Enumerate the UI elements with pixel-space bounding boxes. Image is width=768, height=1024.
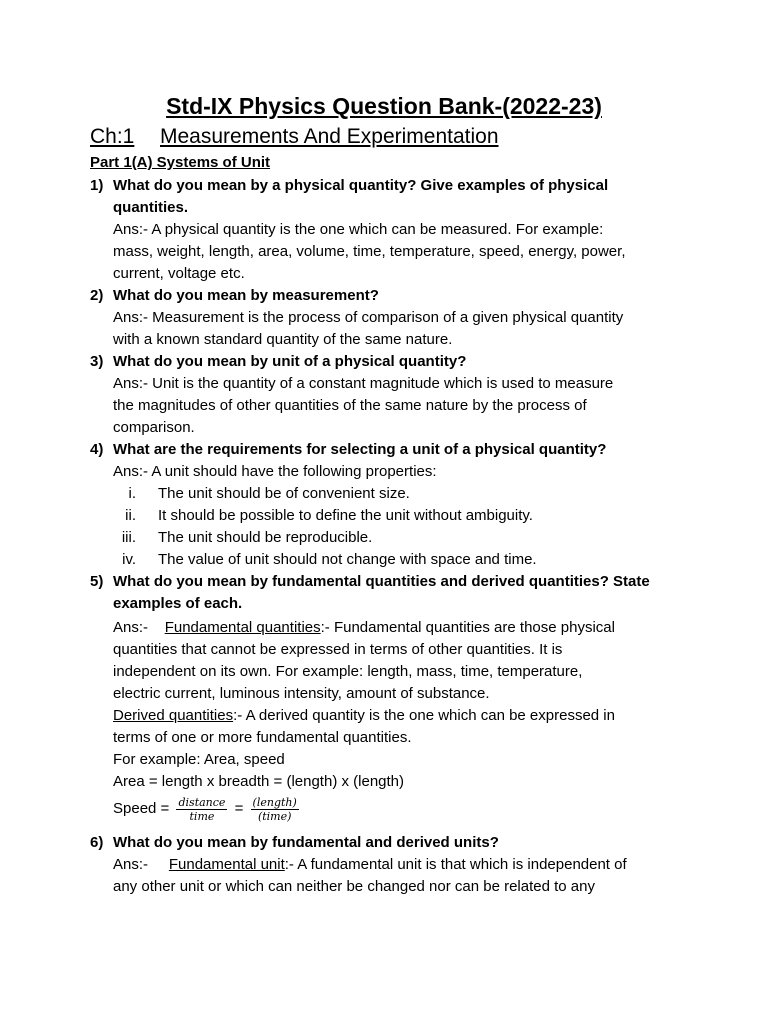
list-item-number: ii. (125, 507, 136, 524)
list-item: The value of unit should not change with space and time. (158, 551, 537, 568)
question-text: What do you mean by fundamental quantities and derived quantities? State (113, 573, 650, 590)
list-item: The unit should be of convenient size. (158, 485, 410, 502)
question-text: What do you mean by unit of a physical quantity? (113, 353, 467, 370)
page-title: Std-IX Physics Question Bank-(2022-23) (166, 93, 602, 119)
chapter-number: Ch:1 (90, 125, 135, 148)
list-item: It should be possible to define the unit without ambiguity. (158, 507, 533, 524)
question-number: 4) (90, 441, 104, 458)
question-text: What do you mean by a physical quantity? Give examples of physical (113, 177, 609, 194)
answer-text: with a known standard quantity of the same nature. (113, 331, 453, 348)
question-number: 3) (90, 353, 104, 370)
question-text: examples of each. (113, 595, 243, 612)
answer-prefix: Ans:- (113, 856, 169, 873)
answer-text (113, 617, 615, 639)
question-number: 6) (90, 834, 104, 851)
answer-text: Ans:- Measurement is the process of comparison of a given physical quantity (113, 309, 624, 326)
fraction-length-time (251, 796, 299, 823)
question-text: quantities. (113, 199, 189, 216)
question-text: What are the requirements for selecting a unit of a physical quantity? (113, 441, 607, 458)
answer-text: mass, weight, length, area, volume, time, temperature, speed, energy, power, (113, 243, 626, 260)
fraction-numerator: (length) (252, 795, 297, 809)
answer-text: For example: Area, speed (113, 751, 285, 768)
answer-text: terms of one or more fundamental quantities. (113, 729, 412, 746)
answer-text: Ans:- A unit should have the following properties: (113, 463, 437, 480)
part-heading: Part 1(A) Systems of Unit (90, 154, 271, 171)
answer-text: Area = length x breadth = (length) x (length) (113, 773, 405, 790)
speed-formula (113, 793, 302, 825)
formula-label: Speed = (113, 800, 170, 817)
definition-text: :- Fundamental quantities are those physical (320, 619, 615, 636)
fraction-distance-time (176, 796, 227, 823)
answer-text: comparison. (113, 419, 195, 436)
answer-text: Ans:- Unit is the quantity of a constant magnitude which is used to measure (113, 375, 614, 392)
term-fundamental-quantities: Fundamental quantities (164, 619, 321, 636)
answer-text: any other unit or which can neither be changed nor can be related to any (113, 878, 595, 895)
question-number: 2) (90, 287, 104, 304)
definition-text: :- A derived quantity is the one which can be expressed in (233, 707, 615, 724)
list-item-number: iv. (122, 551, 136, 568)
list-item: The unit should be reproducible. (158, 529, 373, 546)
list-item-number: iii. (121, 529, 136, 546)
question-text: What do you mean by measurement? (113, 287, 379, 304)
answer-text (113, 854, 627, 876)
answer-text: quantities that cannot be expressed in terms of other quantities. It is (113, 641, 563, 658)
equals-sign: = (234, 800, 244, 817)
question-text: What do you mean by fundamental and derived units? (113, 834, 499, 851)
chapter-name: Measurements And Experimentation (160, 125, 499, 148)
term-derived-quantities: Derived quantities (113, 707, 234, 724)
question-number: 1) (90, 177, 104, 194)
list-item-number: i. (128, 485, 136, 502)
answer-text (113, 705, 615, 727)
definition-text: :- A fundamental unit is that which is independent of (284, 856, 627, 873)
answer-text: independent on its own. For example: length, mass, time, temperature, (113, 663, 583, 680)
fraction-denominator: time (189, 809, 215, 823)
answer-text: electric current, luminous intensity, amount of substance. (113, 685, 490, 702)
fraction-numerator: distance (178, 795, 226, 809)
answer-prefix: Ans:- (113, 619, 165, 636)
chapter-heading (90, 125, 499, 149)
answer-text: Ans:- A physical quantity is the one which can be measured. For example: (113, 221, 604, 238)
answer-text: current, voltage etc. (113, 265, 245, 282)
fraction-denominator: (time) (257, 809, 292, 823)
question-number: 5) (90, 573, 104, 590)
term-fundamental-unit: Fundamental unit (168, 856, 285, 873)
answer-text: the magnitudes of other quantities of the same nature by the process of (113, 397, 587, 414)
